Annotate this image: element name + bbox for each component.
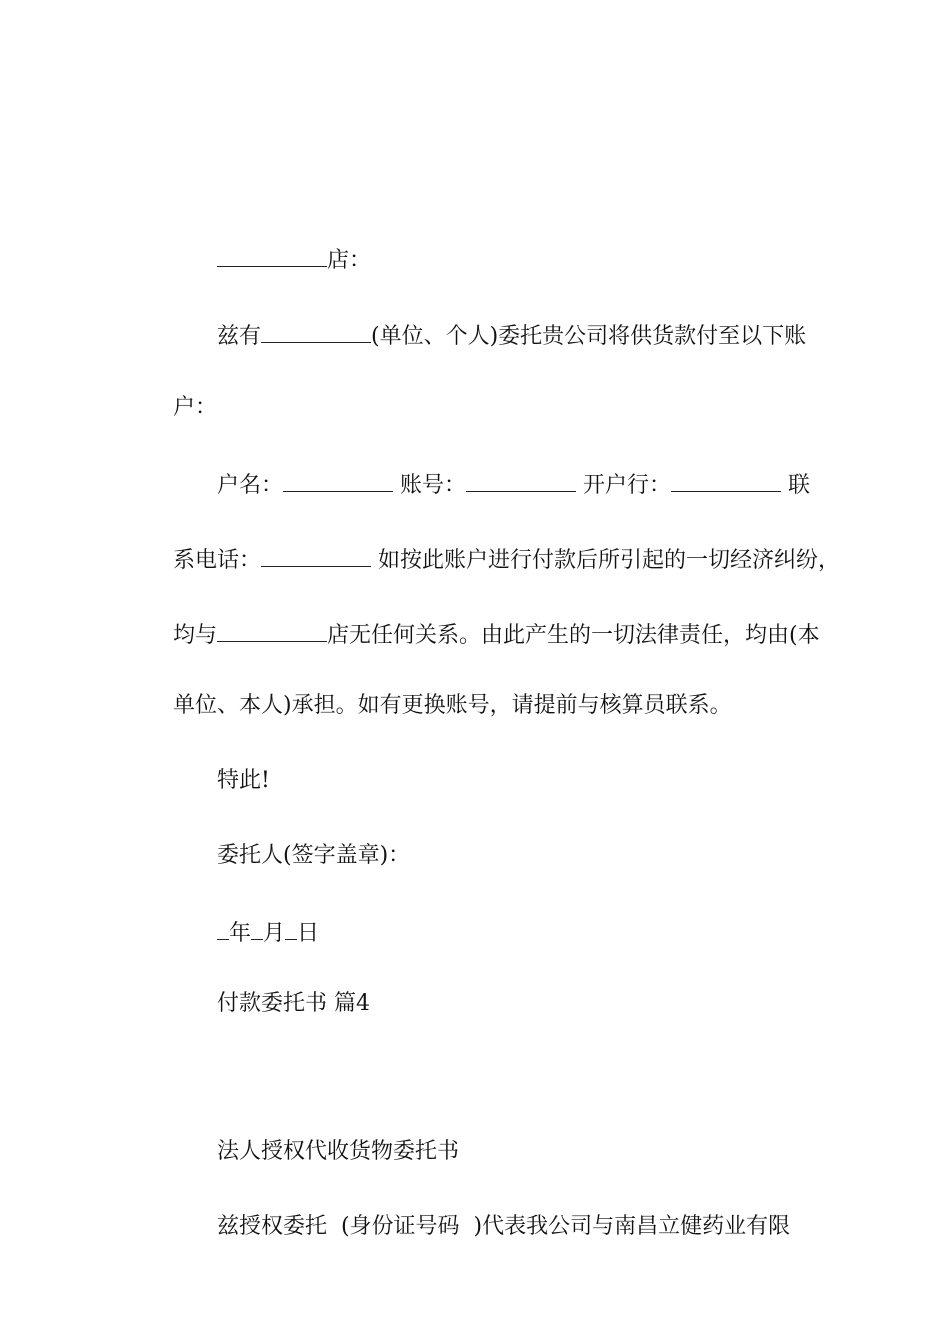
line-store-address [189, 212, 371, 273]
text-day: 日 [297, 921, 320, 946]
subsection-title [189, 1107, 459, 1164]
blank-month[interactable] [251, 915, 263, 940]
line-account-fields [189, 437, 810, 498]
blank-bank[interactable] [671, 467, 781, 492]
blank-store-name-2[interactable] [217, 617, 327, 642]
line-signature [189, 811, 411, 868]
text: 店无任何关系。由此产生的一切法律责任，均由(本 [327, 623, 820, 648]
label-account-number: 账号： [393, 473, 466, 498]
label-phone: 系电话： [172, 548, 261, 573]
text: 特此! [216, 768, 270, 793]
line-closing [189, 736, 270, 793]
line-liability-cont [145, 661, 732, 718]
blank-account-number[interactable] [466, 467, 576, 492]
text: 如按此账户进行付款后所引起的一切经济纠纷， [371, 548, 840, 573]
section-heading [189, 959, 370, 1016]
blank-phone[interactable] [261, 542, 371, 567]
text: 户： [172, 395, 217, 420]
blank-account-name[interactable] [283, 467, 393, 492]
text: 兹有 [216, 324, 261, 349]
line-authorization [189, 1182, 791, 1239]
text: 单位、本人)承担。如有更换账号，请提前与核算员联系。 [172, 693, 732, 718]
line-paragraph-1 [189, 288, 807, 349]
text: 委托人(签字盖章)： [216, 843, 411, 868]
line-date [189, 885, 320, 946]
blank-day[interactable] [285, 915, 297, 940]
blank-store-name[interactable] [217, 242, 327, 267]
text: 法人授权代收货物委托书 [216, 1139, 459, 1164]
text: 兹授权委托 (身份证号码 )代表我公司与南昌立健药业有限 [216, 1214, 791, 1239]
text: (单位、个人)委托贵公司将供货款付至以下账 [371, 324, 807, 349]
line-phone [145, 512, 840, 573]
text: 店： [326, 248, 371, 273]
blank-entrustor[interactable] [261, 318, 371, 343]
text: 均与 [172, 623, 217, 648]
text: 付款委托书 篇4 [216, 991, 370, 1016]
text-year: 年 [228, 921, 251, 946]
text-month: 月 [263, 921, 286, 946]
text: 联 [781, 473, 810, 498]
line-paragraph-1-cont [145, 363, 217, 420]
label-account-name: 户名： [216, 473, 283, 498]
label-bank: 开户行： [576, 473, 671, 498]
line-liability [145, 587, 820, 648]
blank-year[interactable] [217, 915, 229, 940]
